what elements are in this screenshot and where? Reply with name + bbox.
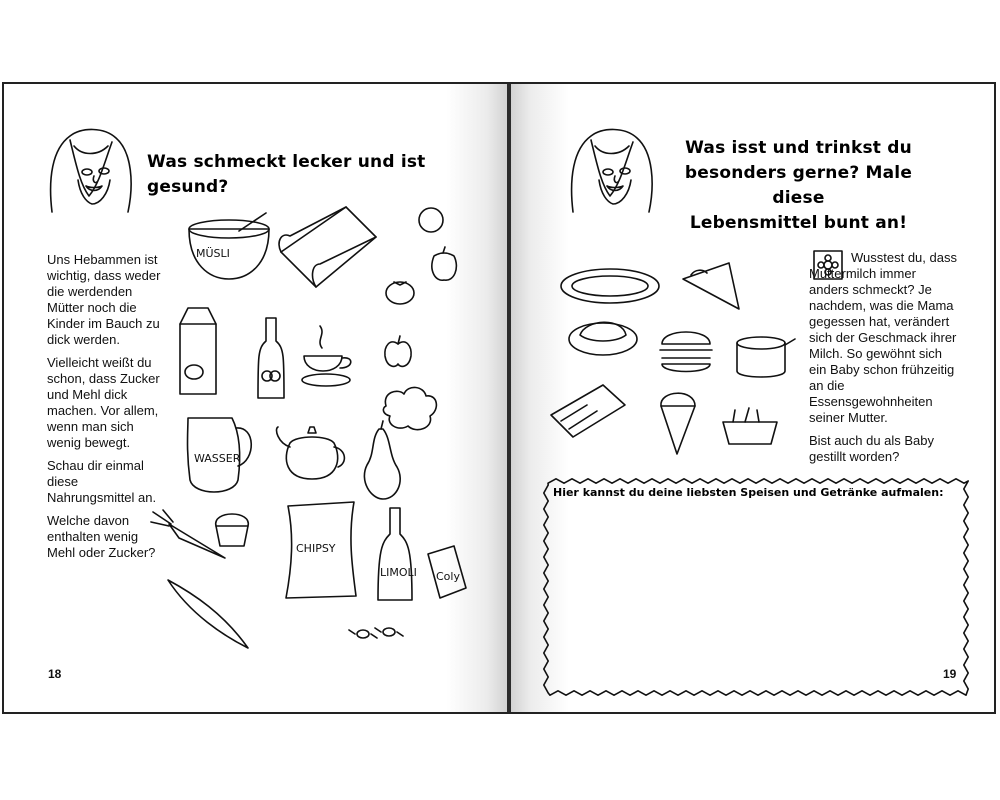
muesli-bowl-icon (184, 209, 274, 284)
paragraph: Bist auch du als Baby gestillt worden? (809, 433, 935, 464)
pasta-plate-icon (566, 309, 641, 359)
pear-icon (359, 419, 405, 501)
paragraph: Vielleicht weißt du schon, dass Zucker und Mehl dick machen. Vor allem, wenn man sich wenig bewegt. (47, 355, 160, 450)
cola-can-icon (424, 544, 468, 600)
paragraph: Uns Hebammen ist wichtig, dass weder die werdenden Mütter noch die Kinder im Bauch zu dick werden. (47, 252, 161, 347)
open-book (2, 82, 996, 714)
apple-icon (382, 334, 414, 370)
chocolate-bar-icon (547, 379, 629, 441)
left-page (4, 84, 507, 712)
page-number-right: 19 (943, 667, 957, 681)
breastmilk-fact-text (809, 250, 959, 472)
chips-label: CHIPSY (296, 542, 336, 555)
wrap-sandwich-icon (679, 259, 744, 314)
orange-icon (417, 206, 445, 234)
burger-icon (656, 324, 716, 379)
paragraph: Schau dir einmal diese Nahrungsmittel an. (47, 458, 157, 505)
right-page-title (661, 136, 936, 236)
drawing-box-label: Hier kannst du deine liebsten Speisen und Getränke aufmalen: (553, 486, 944, 499)
pizza-icon (559, 266, 661, 306)
cola-label: Coly (436, 570, 460, 583)
paragraph: Welche davon enthalten wenig Mehl oder Zucker? (47, 513, 156, 560)
pepper-icon (426, 246, 461, 284)
cucumber-icon (164, 574, 254, 654)
title-line: besonders gerne? Male diese (684, 163, 913, 208)
chips-bag-icon (282, 496, 360, 601)
lemonade-label: LIMOLI (380, 566, 417, 579)
left-page-title: Was schmeckt lecker und ist gesund? (147, 152, 426, 197)
title-line: Lebensmittel bunt an! (689, 213, 908, 233)
drawing-area[interactable] (555, 504, 957, 689)
water-label: WASSER (194, 452, 241, 465)
lemonade-bottle-icon (374, 504, 416, 604)
candy-icon (349, 618, 405, 652)
ice-cream-icon (655, 384, 700, 456)
teapot-icon (272, 419, 352, 484)
muffin-icon (210, 504, 255, 548)
title-line: Was isst und trinkst du (685, 138, 912, 158)
midwife-face-icon (42, 124, 137, 214)
milk-carton-icon (176, 304, 221, 399)
paragraph: Wusstest du, dass Muttermilch immer anders schmeckt? Je nachdem, was die Mama gegessen hat, verändert sich der Geschmack ihrer Milch. So gewöhnt sich ein Baby schon frühzeitig an die Essensgewohnheiten seiner Mutter. (809, 250, 957, 425)
muesli-label: MÜSLI (196, 247, 230, 260)
cooking-pot-icon (729, 329, 797, 381)
water-jug-icon (180, 410, 258, 500)
bottle-icon (256, 316, 286, 400)
right-page (511, 84, 994, 712)
tea-cup-icon (300, 324, 358, 389)
midwife-face-icon (563, 124, 658, 214)
tomato-icon (384, 276, 416, 306)
fries-tray-icon (719, 406, 781, 446)
bread-loaf-icon (276, 202, 381, 292)
page-number-left: 18 (48, 667, 62, 681)
